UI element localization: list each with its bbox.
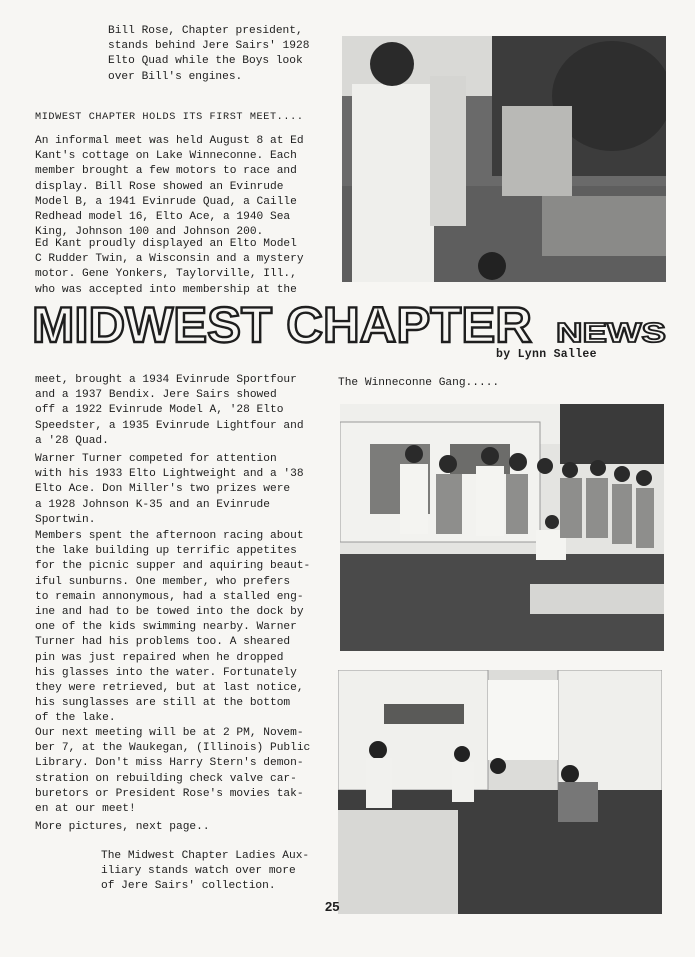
paragraph-2: Ed Kant proudly displayed an Elto Model C Rudder Twin, a Wisconsin and a mystery motor. Gene Yonkers, Taylorville, Ill., who was accepted into membership at the xyxy=(35,238,304,296)
photo-engines xyxy=(342,36,666,282)
paragraph-3: meet, brought a 1934 Evinrude Sportfour and a 1937 Bendix. Jere Sairs showed off a 1922 Evinrude Model A, '28 Elto Speedster, a 1935 Evinrude Lightfour and a '28 Quad. xyxy=(35,374,304,447)
paragraph-1: An informal meet was held August 8 at Ed Kant's cottage on Lake Winneconne. Each member brought a few motors to race and display. Bill Rose showed an Evinrude Model B, a 1941 Evinrude Quad, a Caille Redhead model 16, Elto Ace, a 1940 Sea King, Johnson 100 and Johnson 200. xyxy=(35,135,304,239)
photo-gang xyxy=(340,404,664,651)
masthead-news: NEWS xyxy=(556,317,666,348)
caption-top: Bill Rose, Chapter president, stands behind Jere Sairs' 1928 Elto Quad while the Boys look over Bill's engines. xyxy=(108,25,310,83)
masthead-title: MIDWEST CHAPTER xyxy=(32,297,532,350)
caption-gang: The Winneconne Gang..... xyxy=(338,377,500,389)
caption-bottom: The Midwest Chapter Ladies Aux- iliary stands watch over more of Jere Sairs' collection. xyxy=(101,850,310,893)
paragraph-6: Our next meeting will be at 2 PM, Novem- ber 7, at the Waukegan, (Illinois) Public Library. Don't miss Harry Stern's demon- stration on rebuilding check valve car- buretors or President Rose's movies tak- en at our meet! xyxy=(35,727,311,816)
article-headline: MIDWEST CHAPTER HOLDS ITS FIRST MEET.... xyxy=(35,112,304,123)
paragraph-7: More pictures, next page.. xyxy=(35,821,210,833)
photo-ladies-auxiliary xyxy=(338,670,662,914)
paragraph-5: Members spent the afternoon racing about the lake building up terrific appetites for the picnic supper and aquiring beaut- iful sunburns. One member, who prefers to remain annonymous, had a stalled eng- ine and had to be towed into the dock by one of the kids swimming nearby. Warner Turner had his problems too. A sheared pin was just repaired when he dropped his glasses into the water. Fortunately they were retrieved, but at last notice, his sunglasses are still at the bottom of the lake. xyxy=(35,530,311,725)
masthead xyxy=(30,294,670,350)
byline: by Lynn Sallee xyxy=(496,348,597,361)
paragraph-4: Warner Turner competed for attention with his 1933 Elto Lightweight and a '38 Elto Ace. Don Miller's two prizes were a 1928 Johnson K-35 and an Evinrude Sportwin. xyxy=(35,453,304,526)
page-number: 25 xyxy=(325,899,340,914)
